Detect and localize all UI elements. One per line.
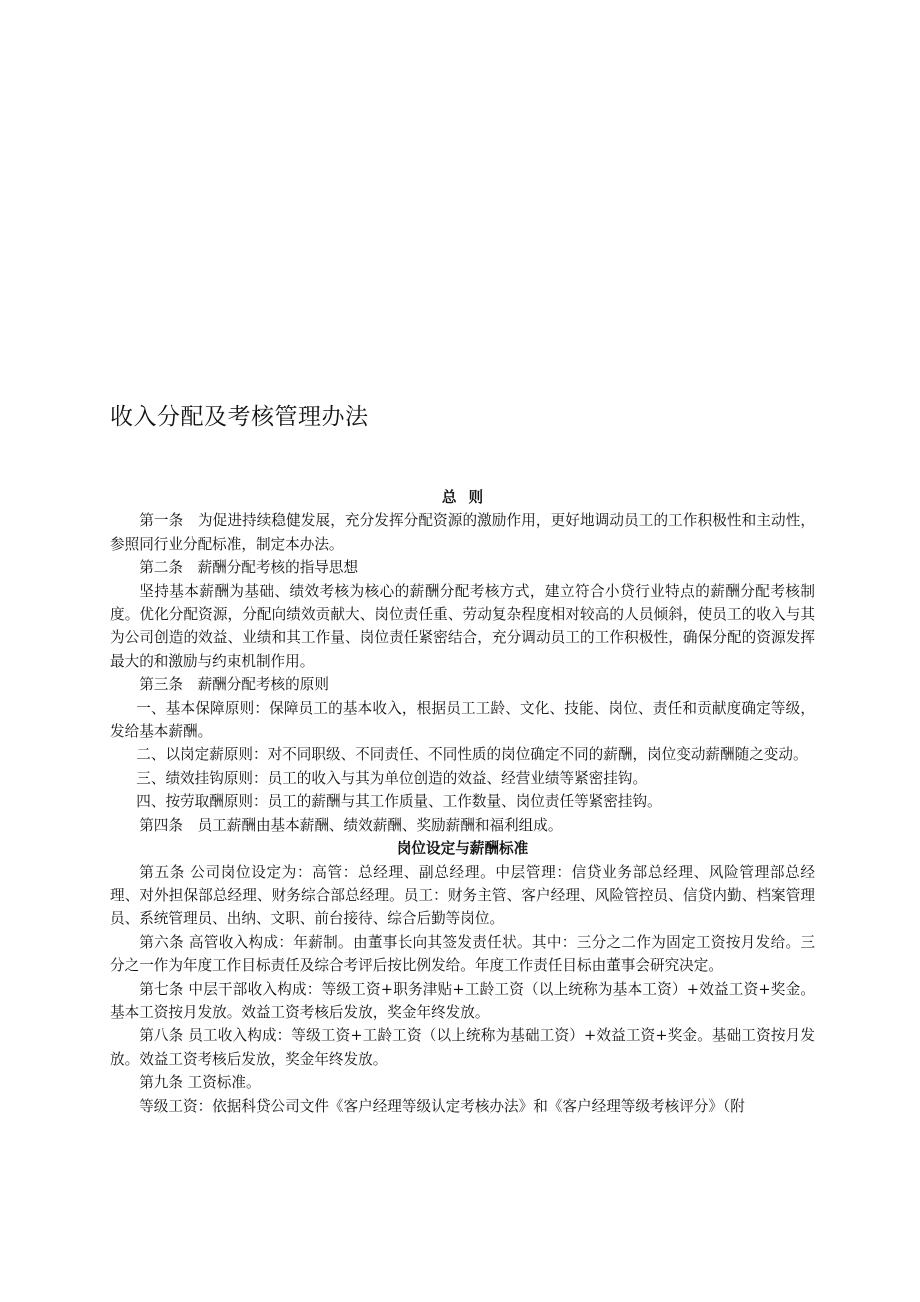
section-heading-general: 总则 <box>441 489 496 506</box>
article-2-heading: 第二条 薪酬分配考核的指导思想 <box>139 559 359 577</box>
document-title: 收入分配及考核管理办法 <box>110 404 369 430</box>
article-3-heading: 第三条 薪酬分配考核的原则 <box>139 676 329 694</box>
article-1: 第一条 为促进持续稳健发展，充分发挥分配资源的激励作用，更好地调动员工的工作积极性和主动性，参照同行业分配标准，制定本办法。 <box>110 512 815 553</box>
article-8: 第八条 员工收入构成：等级工资+工龄工资（以上统称为基础工资）+效益工资+奖金。基础工资按月发放。效益工资考核后发放，奖金年终发放。 <box>110 1027 815 1068</box>
principle-1: 一、基本保障原则：保障员工的基本收入，根据员工工龄、文化、技能、岗位、责任和贡献度确定等级，发给基本薪酬。 <box>110 699 815 741</box>
document-body <box>110 486 815 1118</box>
article-9: 第九条 工资标准。 <box>139 1074 261 1092</box>
article-4: 第四条 员工薪酬由基本薪酬、绩效薪酬、奖励薪酬和福利组成。 <box>139 816 563 834</box>
article-2-body: 坚持基本薪酬为基础、绩效考核为核心的薪酬分配考核方式，建立符合小贷行业特点的薪酬分配考核制度。优化分配资源，分配向绩效贡献大、岗位责任重、劳动复杂程度相对较高的人员倾斜，使员工的收入与其为公司创造的效益、业绩和其工作量、岗位责任紧密结合，充分调动员工的工作积极性，确保分配的资源发挥最大的和激励与约束机制作用。 <box>110 582 815 670</box>
article-5: 第五条 公司岗位设定为：高管：总经理、副总经理。中层管理：信贷业务部总经理、风险管理部总经理、对外担保部总经理、财务综合部总经理。员工：财务主管、客户经理、风险管控员、信贷内勤、档案管理员、系统管理员、出纳、文职、前台接待、综合后勤等岗位。 <box>110 863 815 928</box>
article-6: 第六条 高管收入构成：年薪制。由董事长向其签发责任状。其中：三分之二作为固定工资按月发给。三分之一作为年度工作目标责任及综合考评后按比例发给。年度工作责任目标由董事会研究决定。 <box>110 933 815 975</box>
principle-3: 三、绩效挂钩原则：员工的收入与其为单位创造的效益、经营业绩等紧密挂钩。 <box>136 769 648 787</box>
article-7: 第七条 中层干部收入构成：等级工资+职务津贴+工龄工资（以上统称为基本工资）+效益工资+奖金。基本工资按月发放。效益工资考核后发放，奖金年终发放。 <box>110 980 815 1021</box>
principle-4: 四、按劳取酬原则：员工的薪酬与其工作质量、工作数量、岗位责任等紧密挂钩。 <box>136 793 662 811</box>
principle-2: 二、以岗定薪原则：对不同职级、不同责任、不同性质的岗位确定不同的薪酬，岗位变动薪酬随之变动。 <box>136 746 808 764</box>
section-heading-positions: 岗位设定与薪酬标准 <box>396 840 529 858</box>
grade-salary: 等级工资：依据科贷公司文件《客户经理等级认定考核办法》和《客户经理等级考核评分》（附 <box>139 1097 745 1115</box>
section-general-provisions <box>110 486 815 837</box>
section-positions-and-pay <box>110 837 815 1118</box>
